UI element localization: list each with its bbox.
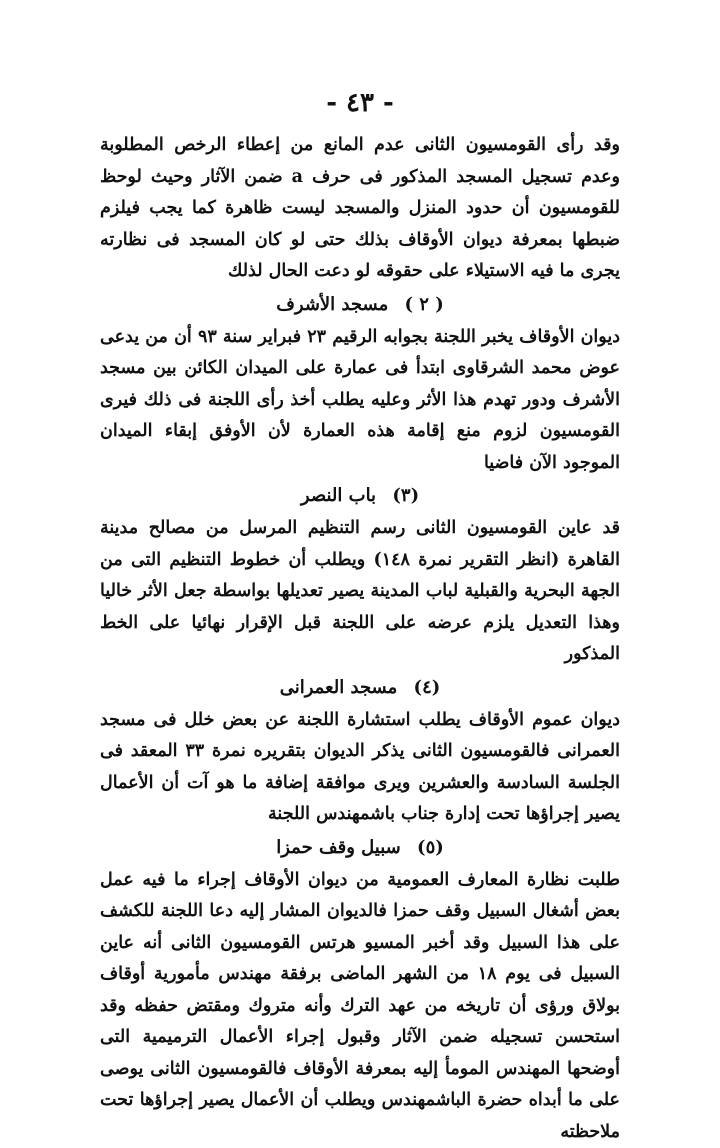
section-paragraph-5: طلبت نظارة المعارف العمومية من ديوان الأوقاف إجراء ما فيه عمل بعض أشغال السبيل وقف حمزا فالديوان المشار إليه دعا اللجنة للكشف على هذا السبيل وقد أخبر المسيو هرتس القومسيون الثانى أنه عاين السبيل فى يوم ١٨ من الشهر الماضى برفقة مهندس مأمورية أوقاف بولاق ورؤى أن تاريخه من عهد الترك وأنه متروك ومقتض حفظه وقد استحسن تسجيله ضمن الآثار وقبول إجراء الأعمال الترميمية التى أوضحها المهندس المومأ إليه بمعرفة الأوقاف فالقومسيون الثانى يوصى على ما أبداه حضرة الباشمهندس ويطلب أن الأعمال يصير إجراؤها تحت ملاحظته [100, 865, 620, 1148]
section-title: باب النصر [301, 485, 376, 506]
section-title: سبيل وقف حمزا [276, 837, 401, 858]
intro-paragraph: وقد رأى القومسيون الثانى عدم المانع من إعطاء الرخص المطلوبة وعدم تسجيل المسجد المذكور فى حرف a ضمن الآثار وحيث لوحظ للقومسيون أن حدود المنزل والمسجد ليست ظاهرة كما يجب فيلزم ضبطها بمعرفة ديوان الأوقاف بذلك حتى لو كان المسجد فى نظارته يجرى ما فيه الاستيلاء على حقوقه لو دعت الحال لذلك [100, 130, 620, 288]
section-heading-5 [100, 831, 620, 865]
section-number: (٥) [417, 837, 444, 858]
section-number: (٤) [414, 677, 441, 698]
section-heading-3 [100, 479, 620, 513]
section-paragraph-2: ديوان الأوقاف يخبر اللجنة بجوابه الرقيم ٢٣ فبراير سنة ٩٣ أن من يدعى عوض محمد الشرقاوى ابتدأ فى عمارة على الميدان الكائن بين مسجد الأشرف ودور تهدم هذا الأثر وعليه يطلب أخذ رأى اللجنة فى ذلك فيرى القومسيون لزوم منع إقامة هذه العمارة لأن الأوفق إبقاء الميدان الموجود الآن فاضيا [100, 322, 620, 480]
page-number: - ٤٣ - [100, 88, 620, 118]
section-title: مسجد الأشرف [276, 294, 388, 315]
section-paragraph-3: قد عاين القومسيون الثانى رسم التنظيم المرسل من مصالح مدينة القاهرة (انظر التقرير نمرة ١٤٨) ويطلب أن خطوط التنظيم التى من الجهة البحرية والقبلية لباب المدينة يصير تعديلها بواسطة جعل الأثر خاليا وهذا التعديل يلزم عرضه على اللجنة قبل الإقرار نهائيا على الخط المذكور [100, 513, 620, 671]
section-heading-4 [100, 671, 620, 705]
section-number: ( ٢ ) [405, 294, 444, 315]
section-paragraph-4: ديوان عموم الأوقاف يطلب استشارة اللجنة عن بعض خلل فى مسجد العمرانى فالقومسيون الثانى يذكر الديوان بتقريره نمرة ٣٣ المعقد فى الجلسة السادسة والعشرين ويرى موافقة إضافة ما هو آت أن الأعمال يصير إجراؤها تحت إدارة جناب باشمهندس اللجنة [100, 705, 620, 831]
section-heading-2 [100, 288, 620, 322]
section-title: مسجد العمرانى [280, 677, 398, 698]
section-number: (٣) [392, 485, 419, 506]
